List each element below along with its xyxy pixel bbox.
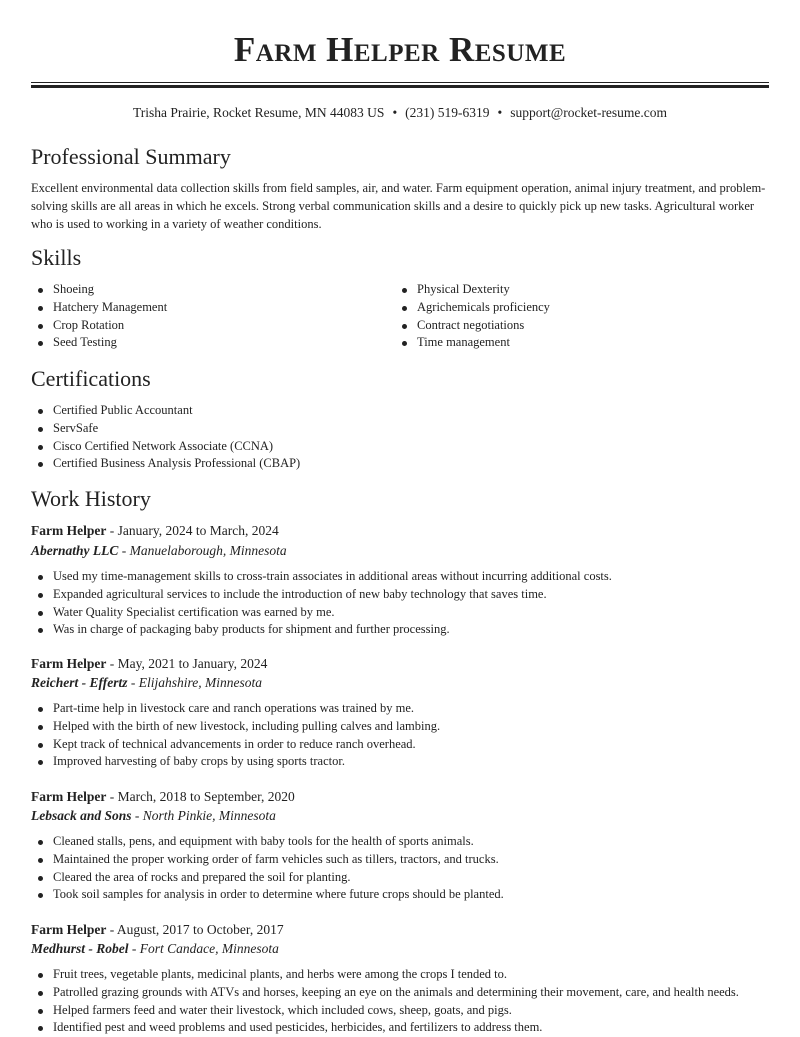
job-location: Fort Candace, Minnesota <box>139 941 279 956</box>
bullet-icon <box>38 991 43 996</box>
bullet-icon <box>38 876 43 881</box>
job-duty: Was in charge of packaging baby products for shipment and further processing. <box>31 621 769 639</box>
skill-item: Seed Testing <box>31 334 391 352</box>
job-duties-list <box>31 966 769 1037</box>
bullet-icon <box>38 893 43 898</box>
skill-item: Contract negotiations <box>395 317 765 335</box>
job-duty: Water Quality Specialist certification was earned by me. <box>31 604 769 622</box>
bullet-icon <box>38 409 43 414</box>
bullet-icon <box>38 462 43 467</box>
job-duty: Improved harvesting of baby crops by using sports tractor. <box>31 753 769 771</box>
bullet-icon <box>38 324 43 329</box>
job-company: Lebsack and Sons <box>31 808 132 823</box>
title-divider-thin <box>31 82 769 83</box>
job-header: Farm Helper - August, 2017 to October, 2017 <box>31 922 284 937</box>
job-duty: Maintained the proper working order of farm vehicles such as tillers, tractors, and trucks. <box>31 851 769 869</box>
bullet-icon <box>38 628 43 633</box>
bullet-icon <box>38 840 43 845</box>
job-duties-list <box>31 568 769 639</box>
skill-item: Crop Rotation <box>31 317 391 335</box>
bullet-icon <box>38 725 43 730</box>
job-duty: Part-time help in livestock care and ranch operations was trained by me. <box>31 700 769 718</box>
bullet-icon <box>38 593 43 598</box>
certifications-list <box>31 402 731 473</box>
job-dates: March, 2018 to September, 2020 <box>117 789 295 804</box>
job-dates: August, 2017 to October, 2017 <box>116 922 284 937</box>
resume-title: Farm Helper Resume <box>233 30 567 69</box>
bullet-icon <box>38 973 43 978</box>
job-duty: Expanded agricultural services to include the introduction of new baby technology that saves time. <box>31 586 769 604</box>
certification-item: Cisco Certified Network Associate (CCNA) <box>31 438 731 456</box>
bullet-icon <box>38 611 43 616</box>
job-dates: January, 2024 to March, 2024 <box>117 523 279 538</box>
job-header: Farm Helper - January, 2024 to March, 2024 <box>31 523 279 538</box>
job-duty: Kept track of technical advancements in order to reduce ranch overhead. <box>31 736 769 754</box>
skills-list-right <box>395 281 765 352</box>
skill-item: Shoeing <box>31 281 391 299</box>
job-company: Abernathy LLC <box>31 543 119 558</box>
certification-item: Certified Business Analysis Professional (CBAP) <box>31 455 731 473</box>
contact-separator: • <box>392 105 398 120</box>
skill-item: Physical Dexterity <box>395 281 765 299</box>
contact-separator: • <box>497 105 503 120</box>
skills-list-left <box>31 281 391 352</box>
certification-item: ServSafe <box>31 420 731 438</box>
bullet-icon <box>38 575 43 580</box>
job-title: Farm Helper <box>31 789 107 804</box>
bullet-icon <box>38 760 43 765</box>
bullet-icon <box>38 858 43 863</box>
job-header: Farm Helper - May, 2021 to January, 2024 <box>31 656 268 671</box>
job-duty: Helped with the birth of new livestock, including pulling calves and lambing. <box>31 718 769 736</box>
skill-item: Agrichemicals proficiency <box>395 299 765 317</box>
work-history-heading: Work History <box>31 486 151 511</box>
job-duties-list <box>31 700 769 771</box>
summary-heading: Professional Summary <box>31 144 231 169</box>
contact-address: Trisha Prairie, Rocket Resume, MN 44083 US <box>132 105 385 120</box>
skill-item: Time management <box>395 334 765 352</box>
certification-item: Certified Public Accountant <box>31 402 731 420</box>
job-employer: Reichert - Effertz - Elijahshire, Minnesota <box>31 675 262 690</box>
bullet-icon <box>38 427 43 432</box>
job-employer: Lebsack and Sons - North Pinkie, Minnesota <box>31 808 276 823</box>
job-location: Elijahshire, Minnesota <box>138 675 262 690</box>
bullet-icon <box>38 707 43 712</box>
contact-line <box>31 104 769 122</box>
job-duties-list <box>31 833 769 904</box>
job-duty: Cleaned stalls, pens, and equipment with baby tools for the health of sports animals. <box>31 833 769 851</box>
job-company: Reichert - Effertz <box>31 675 128 690</box>
bullet-icon <box>402 288 407 293</box>
job-duty: Fruit trees, vegetable plants, medicinal plants, and herbs were among the crops I tended to. <box>31 966 769 984</box>
bullet-icon <box>402 341 407 346</box>
bullet-icon <box>38 1026 43 1031</box>
contact-phone: (231) 519-6319 <box>405 105 490 120</box>
skills-heading: Skills <box>31 245 82 270</box>
job-company: Medhurst - Robel <box>31 941 129 956</box>
job-title: Farm Helper <box>31 523 107 538</box>
bullet-icon <box>38 445 43 450</box>
bullet-icon <box>38 1009 43 1014</box>
bullet-icon <box>38 288 43 293</box>
job-duty: Cleared the area of rocks and prepared the soil for planting. <box>31 869 769 887</box>
job-duty: Used my time-management skills to cross-train associates in additional areas without incurring additional costs. <box>31 568 769 586</box>
skill-item: Hatchery Management <box>31 299 391 317</box>
job-title: Farm Helper <box>31 656 107 671</box>
job-employer: Medhurst - Robel - Fort Candace, Minnesota <box>31 941 279 956</box>
bullet-icon <box>38 306 43 311</box>
job-title: Farm Helper <box>31 922 107 937</box>
job-duty: Took soil samples for analysis in order to determine where future crops should be planted. <box>31 886 769 904</box>
job-location: Manuelaborough, Minnesota <box>129 543 287 558</box>
certifications-heading: Certifications <box>31 366 151 391</box>
job-location: North Pinkie, Minnesota <box>142 808 276 823</box>
job-employer: Abernathy LLC - Manuelaborough, Minnesota <box>31 543 287 558</box>
contact-email[interactable]: support@rocket-resume.com <box>510 105 668 120</box>
job-dates: May, 2021 to January, 2024 <box>117 656 268 671</box>
bullet-icon <box>402 324 407 329</box>
bullet-icon <box>38 341 43 346</box>
job-duty: Helped farmers feed and water their livestock, which included cows, sheep, goats, and pigs. <box>31 1002 769 1020</box>
bullet-icon <box>38 743 43 748</box>
job-duty: Identified pest and weed problems and used pesticides, herbicides, and fertilizers to address them. <box>31 1019 769 1037</box>
job-duty: Patrolled grazing grounds with ATVs and horses, keeping an eye on the animals and determining their movement, care, and health needs. <box>31 984 769 1002</box>
bullet-icon <box>402 306 407 311</box>
title-divider-thick <box>31 85 769 88</box>
summary-text: Excellent environmental data collection skills from field samples, air, and water. Farm equipment operation, animal injury treatment, and problem-solving skills are all areas in which he excels. Strong verbal communication skills and a desire to quickly pick up new tasks. Agricultural worker who is used to working in a variety of weather conditions. <box>31 181 766 231</box>
job-header: Farm Helper - March, 2018 to September, 2020 <box>31 789 295 804</box>
